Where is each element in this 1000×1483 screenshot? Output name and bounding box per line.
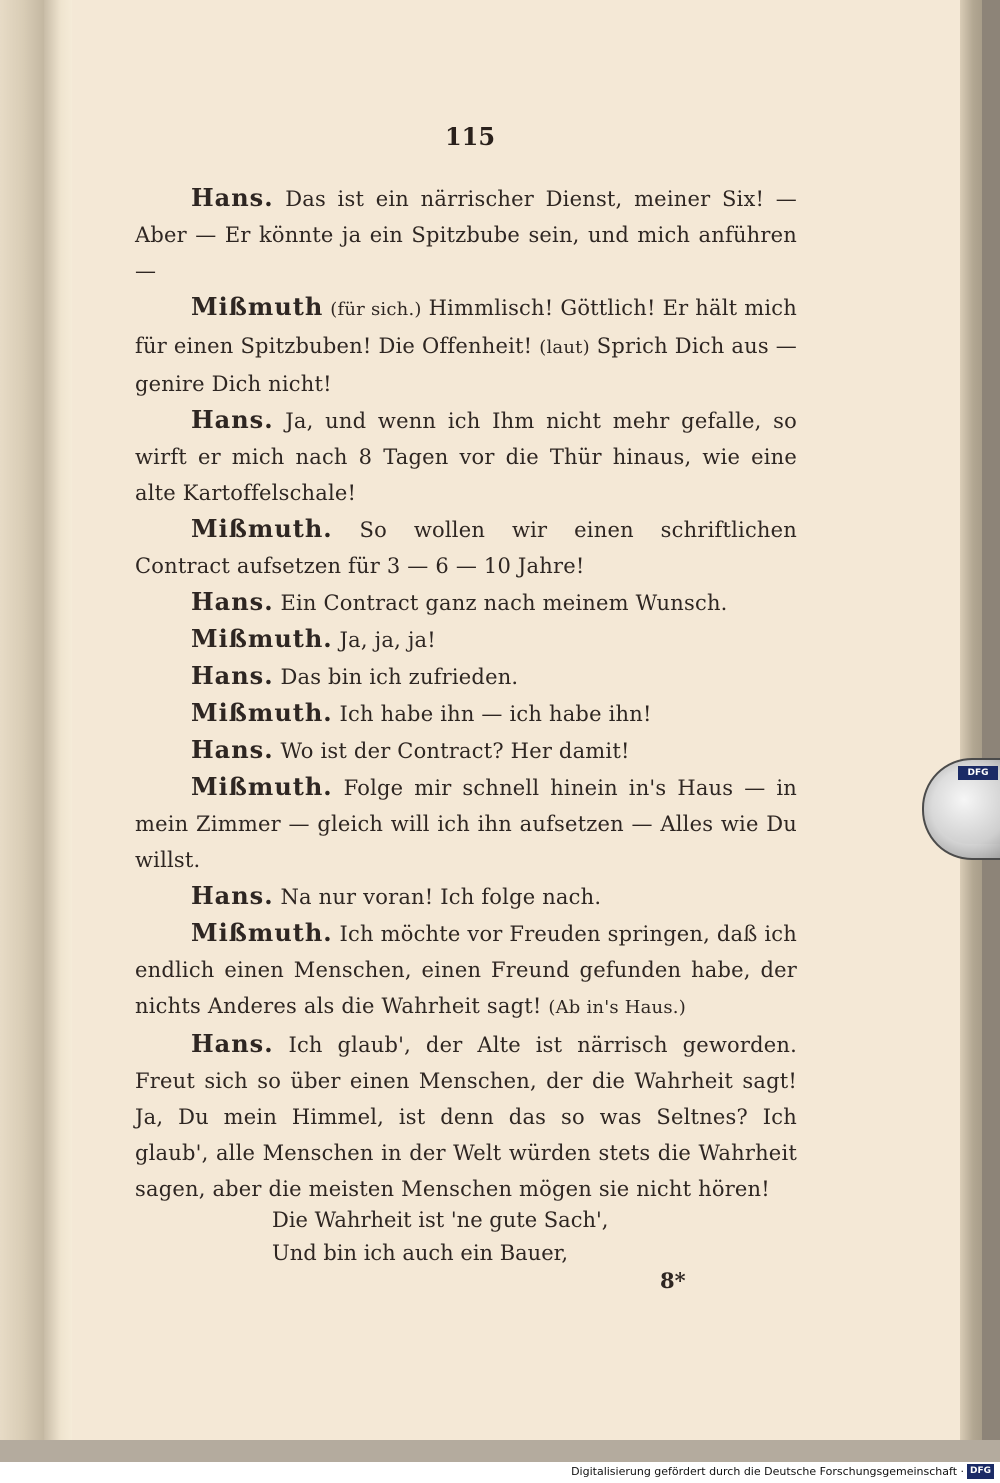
dialogue-text: Himmlisch! Göttlich! Er hält mich für einen Spitzbuben! Die Offenheit! — [135, 296, 797, 358]
speaker-name: Mißmuth. — [191, 918, 333, 947]
dialogue-text: Ja, ja, ja! — [339, 628, 436, 652]
dialogue-line — [135, 621, 797, 658]
footer-credit: Digitalisierung gefördert durch die Deutsche Forschungsgemeinschaft · — [571, 1465, 964, 1478]
dialogue-text: Das ist ein närrischer Dienst, meiner Six! — Aber — Er könnte ja ein Spitzbube sein, und mich anführen — — [135, 187, 797, 283]
page-right-edge — [960, 0, 982, 1450]
speaker-name: Hans. — [191, 405, 274, 434]
page-number: 115 — [444, 122, 496, 151]
stage-direction: (Ab in's Haus.) — [548, 997, 686, 1018]
dialogue-text: Ein Contract ganz nach meinem Wunsch. — [280, 591, 728, 615]
scan-bottom-border — [0, 1440, 1000, 1462]
dialogue-text: Ja, und wenn ich Ihm nicht mehr gefalle, so wirft er mich nach 8 Tagen vor die Thür hinaus, wie eine alte Kartoffelschale! — [135, 409, 797, 505]
page-gutter — [44, 0, 72, 1462]
dialogue-text: Folge mir schnell hinein in's Haus — in mein Zimmer — gleich will ich ihn aufsetzen — Alles wie Du willst. — [135, 776, 797, 872]
dialogue-text: Ich habe ihn — ich habe ihn! — [339, 702, 652, 726]
speaker-name: Mißmuth. — [191, 514, 333, 543]
dfg-logo: DFG — [967, 1464, 994, 1479]
speaker-name: Hans. — [191, 661, 274, 690]
dialogue-line — [135, 915, 797, 1026]
dialogue-text: Wo ist der Contract? Her damit! — [280, 739, 630, 763]
tab-logo: DFG — [958, 766, 998, 780]
dialogue-line — [135, 878, 797, 915]
speaker-name: Hans. — [191, 735, 274, 764]
dialogue-line — [135, 658, 797, 695]
dialogue-line — [135, 732, 797, 769]
page-body — [135, 180, 797, 1207]
speaker-name: Mißmuth. — [191, 772, 333, 801]
stage-direction: (für sich.) — [330, 299, 422, 320]
dialogue-text: So wollen wir einen schriftlichen Contract aufsetzen für 3 — 6 — 10 Jahre! — [135, 518, 797, 578]
dialogue-text: Sprich Dich aus — genire Dich nicht! — [135, 334, 797, 396]
verse-line: Die Wahrheit ist 'ne gute Sach', — [272, 1208, 609, 1232]
speaker-name: Hans. — [191, 881, 274, 910]
verse-block — [272, 1204, 692, 1270]
dialogue-line — [135, 402, 797, 511]
speaker-name: Mißmuth — [191, 292, 324, 321]
dialogue-line — [135, 695, 797, 732]
dialogue-text: Das bin ich zufrieden. — [280, 665, 519, 689]
dialogue-line — [135, 584, 797, 621]
dialogue-line — [135, 511, 797, 584]
speaker-name: Hans. — [191, 183, 274, 212]
dialogue-text: Na nur voran! Ich folge nach. — [280, 885, 602, 909]
tab-marker-inner — [932, 770, 1000, 844]
stage-direction: (laut) — [539, 337, 590, 358]
verse-line: Und bin ich auch ein Bauer, — [272, 1241, 569, 1265]
dialogue-text: Ich glaub', der Alte ist närrisch geworden. Freut sich so über einen Menschen, der die Wahrheit sagt! Ja, Du mein Himmel, ist denn das so was Seltnes? Ich glaub', alle Menschen in der Welt würden stets die Wahrheit sagen, aber die meisten Menschen mögen sie nicht hören! — [135, 1033, 797, 1201]
speaker-name: Mißmuth. — [191, 624, 333, 653]
dialogue-line — [135, 1026, 797, 1207]
dialogue-text: Ich möchte vor Freuden springen, daß ich endlich einen Menschen, einen Freund gefunden habe, der nichts Anderes als die Wahrheit sagt! — [135, 922, 797, 1018]
printer-signature-mark: 8* — [660, 1268, 686, 1293]
dialogue-line — [135, 289, 797, 402]
speaker-name: Hans. — [191, 587, 274, 616]
speaker-name: Hans. — [191, 1029, 274, 1058]
dialogue-line — [135, 769, 797, 878]
speaker-name: Mißmuth. — [191, 698, 333, 727]
dialogue-line — [135, 180, 797, 289]
